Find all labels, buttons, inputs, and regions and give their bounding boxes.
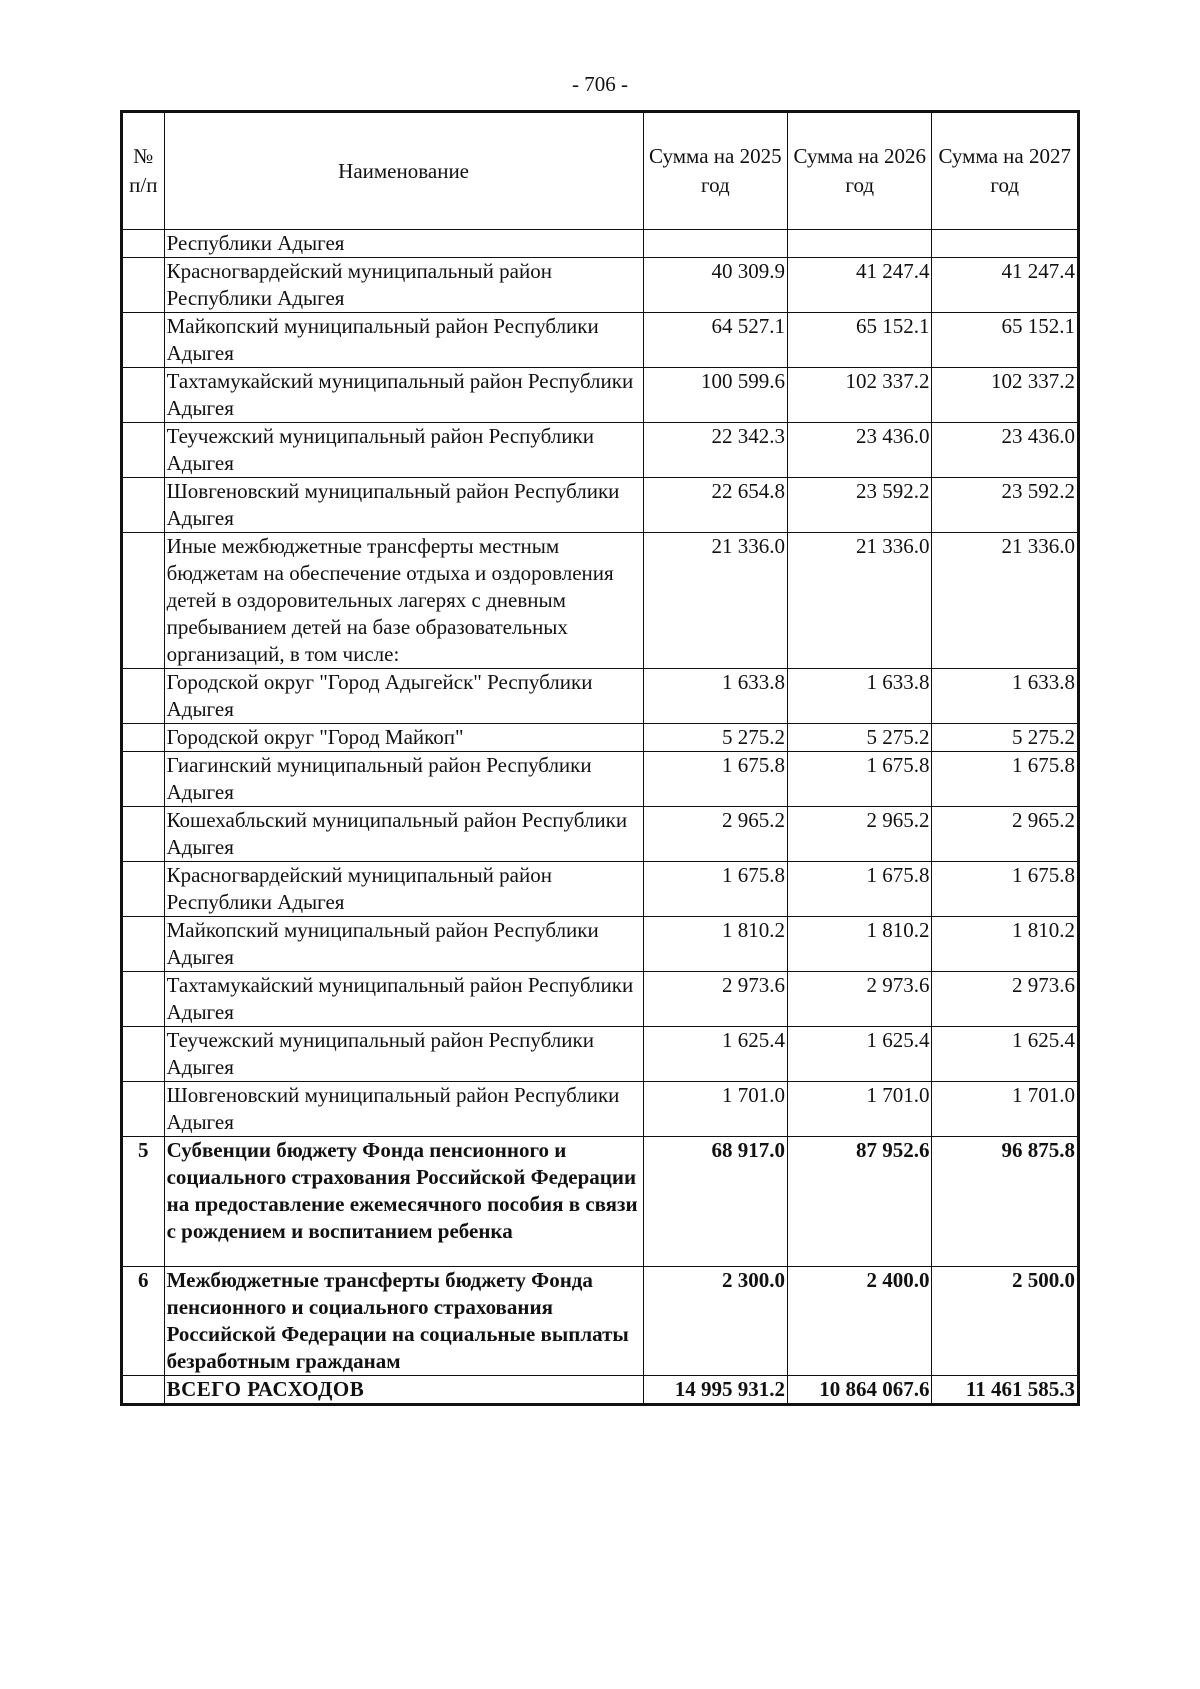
row-amount-2025: 1 701.0 (643, 1082, 787, 1137)
table-row (122, 423, 1079, 478)
row-amount-2025: 1 625.4 (643, 1027, 787, 1082)
row-amount-2027: 2 965.2 (932, 807, 1079, 862)
table-header-row (122, 112, 1079, 230)
row-amount-2025: 100 599.6 (643, 368, 787, 423)
row-amount-2026: 65 152.1 (788, 313, 932, 368)
row-amount-2027: 1 675.8 (932, 862, 1079, 917)
row-amount-2027: 23 592.2 (932, 478, 1079, 533)
row-name: Тахтамукайский муниципальный район Республики Адыгея (164, 368, 643, 423)
row-amount-2026: 1 810.2 (788, 917, 932, 972)
row-num (122, 1376, 165, 1405)
row-amount-2027: 1 675.8 (932, 752, 1079, 807)
table-row (122, 862, 1079, 917)
row-num (122, 258, 165, 313)
row-amount-2026: 10 864 067.6 (788, 1376, 932, 1405)
row-amount-2027: 23 436.0 (932, 423, 1079, 478)
row-amount-2026: 2 965.2 (788, 807, 932, 862)
row-amount-2026 (788, 230, 932, 258)
table-row (122, 724, 1079, 752)
row-name: Городской округ "Город Адыгейск" Республики Адыгея (164, 669, 643, 724)
table-row (122, 533, 1079, 669)
row-amount-2025 (643, 230, 787, 258)
row-num (122, 669, 165, 724)
page-number: - 706 - (572, 72, 628, 96)
row-num (122, 724, 165, 752)
table-row (122, 230, 1079, 258)
row-name: Шовгеновский муниципальный район Республики Адыгея (164, 1082, 643, 1137)
row-amount-2025: 40 309.9 (643, 258, 787, 313)
row-name: Шовгеновский муниципальный район Республики Адыгея (164, 478, 643, 533)
row-amount-2026: 23 592.2 (788, 478, 932, 533)
row-name: Майкопский муниципальный район Республики Адыгея (164, 917, 643, 972)
table-row (122, 1137, 1079, 1267)
row-num (122, 230, 165, 258)
row-name: Красногвардейский муниципальный район Республики Адыгея (164, 258, 643, 313)
row-amount-2027 (932, 230, 1079, 258)
row-amount-2026: 102 337.2 (788, 368, 932, 423)
row-amount-2027: 1 633.8 (932, 669, 1079, 724)
row-name: Кошехабльский муниципальный район Республики Адыгея (164, 807, 643, 862)
row-amount-2025: 2 965.2 (643, 807, 787, 862)
row-num (122, 368, 165, 423)
row-name: Теучежский муниципальный район Республики Адыгея (164, 423, 643, 478)
row-num (122, 752, 165, 807)
row-num (122, 313, 165, 368)
row-amount-2026: 1 675.8 (788, 862, 932, 917)
row-name: Тахтамукайский муниципальный район Республики Адыгея (164, 972, 643, 1027)
row-amount-2025: 1 675.8 (643, 862, 787, 917)
row-amount-2027: 102 337.2 (932, 368, 1079, 423)
header-num: № п/п (122, 112, 165, 230)
row-amount-2027: 21 336.0 (932, 533, 1079, 669)
table-row (122, 258, 1079, 313)
row-num (122, 972, 165, 1027)
row-amount-2025: 1 633.8 (643, 669, 787, 724)
table-row (122, 1082, 1079, 1137)
table-row (122, 807, 1079, 862)
row-amount-2026: 5 275.2 (788, 724, 932, 752)
row-amount-2027: 11 461 585.3 (932, 1376, 1079, 1405)
row-amount-2026: 2 400.0 (788, 1267, 932, 1376)
row-amount-2025: 1 810.2 (643, 917, 787, 972)
table-row (122, 1267, 1079, 1376)
header-2026: Сумма на 2026 год (788, 112, 932, 230)
table-row (122, 669, 1079, 724)
row-amount-2027: 41 247.4 (932, 258, 1079, 313)
row-name: Городской округ "Город Майкоп" (164, 724, 643, 752)
row-amount-2025: 64 527.1 (643, 313, 787, 368)
row-name: Республики Адыгея (164, 230, 643, 258)
table-row (122, 752, 1079, 807)
row-amount-2026: 87 952.6 (788, 1137, 932, 1267)
row-num (122, 1027, 165, 1082)
table-row (122, 1027, 1079, 1082)
row-name: Гиагинский муниципальный район Республики Адыгея (164, 752, 643, 807)
row-name: ВСЕГО РАСХОДОВ (164, 1376, 643, 1405)
row-amount-2025: 14 995 931.2 (643, 1376, 787, 1405)
row-amount-2027: 1 625.4 (932, 1027, 1079, 1082)
row-num (122, 917, 165, 972)
row-name: Красногвардейский муниципальный район Республики Адыгея (164, 862, 643, 917)
row-amount-2027: 1 810.2 (932, 917, 1079, 972)
header-name: Наименование (164, 112, 643, 230)
budget-table (120, 110, 1080, 1406)
row-name: Межбюджетные трансферты бюджету Фонда пенсионного и социального страхования Российской Федерации на социальные выплаты безработным гражданам (164, 1267, 643, 1376)
row-amount-2027: 1 701.0 (932, 1082, 1079, 1137)
row-name: Субвенции бюджету Фонда пенсионного и социального страхования Российской Федерации на предоставление ежемесячного пособия в связи с рождением и воспитанием ребенка (164, 1137, 643, 1267)
table-total-row (122, 1376, 1079, 1405)
row-name: Майкопский муниципальный район Республики Адыгея (164, 313, 643, 368)
table-row (122, 917, 1079, 972)
table-row (122, 972, 1079, 1027)
header-2025: Сумма на 2025 год (643, 112, 787, 230)
row-amount-2027: 5 275.2 (932, 724, 1079, 752)
row-amount-2026: 1 633.8 (788, 669, 932, 724)
row-amount-2027: 65 152.1 (932, 313, 1079, 368)
table-row (122, 478, 1079, 533)
row-num (122, 533, 165, 669)
row-num (122, 1082, 165, 1137)
table-row (122, 368, 1079, 423)
table-body (122, 230, 1079, 1405)
row-amount-2025: 5 275.2 (643, 724, 787, 752)
row-amount-2027: 96 875.8 (932, 1137, 1079, 1267)
row-num: 5 (122, 1137, 165, 1267)
row-amount-2026: 1 675.8 (788, 752, 932, 807)
row-amount-2026: 1 701.0 (788, 1082, 932, 1137)
row-num: 6 (122, 1267, 165, 1376)
row-amount-2025: 1 675.8 (643, 752, 787, 807)
row-amount-2025: 22 654.8 (643, 478, 787, 533)
row-num (122, 478, 165, 533)
table-row (122, 313, 1079, 368)
row-amount-2026: 23 436.0 (788, 423, 932, 478)
row-amount-2026: 21 336.0 (788, 533, 932, 669)
row-amount-2025: 68 917.0 (643, 1137, 787, 1267)
row-num (122, 862, 165, 917)
row-num (122, 807, 165, 862)
row-amount-2025: 2 973.6 (643, 972, 787, 1027)
row-amount-2025: 21 336.0 (643, 533, 787, 669)
row-amount-2027: 2 500.0 (932, 1267, 1079, 1376)
row-amount-2026: 41 247.4 (788, 258, 932, 313)
header-2027: Сумма на 2027 год (932, 112, 1079, 230)
row-name: Теучежский муниципальный район Республики Адыгея (164, 1027, 643, 1082)
row-name: Иные межбюджетные трансферты местным бюджетам на обеспечение отдыха и оздоровления детей в оздоровительных лагерях с дневным пребыванием детей на базе образовательных организаций, в том числе: (164, 533, 643, 669)
row-amount-2025: 2 300.0 (643, 1267, 787, 1376)
row-num (122, 423, 165, 478)
row-amount-2027: 2 973.6 (932, 972, 1079, 1027)
row-amount-2026: 2 973.6 (788, 972, 932, 1027)
row-amount-2025: 22 342.3 (643, 423, 787, 478)
row-amount-2026: 1 625.4 (788, 1027, 932, 1082)
